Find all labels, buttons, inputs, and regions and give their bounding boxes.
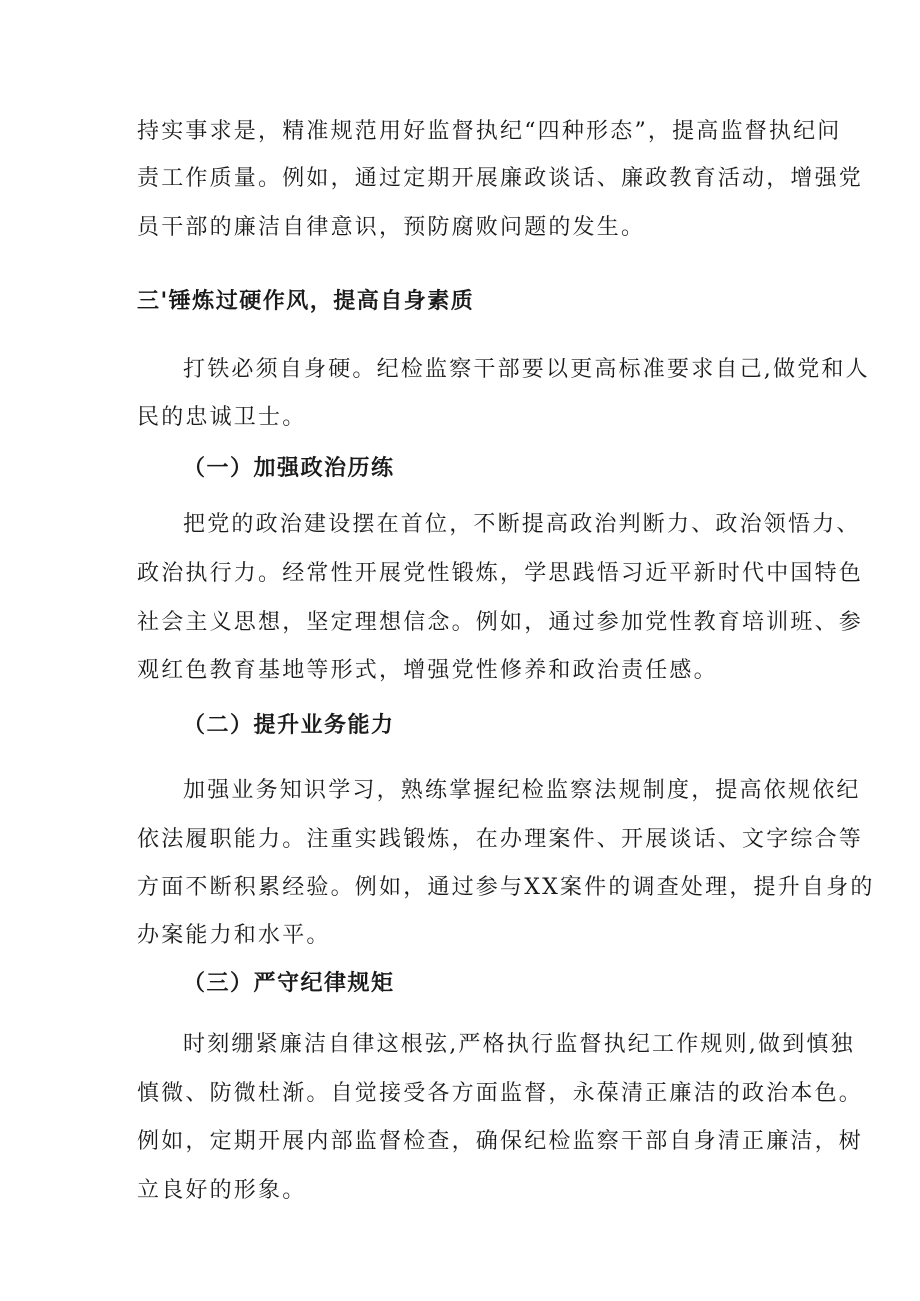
paragraph-line: 慎微、防微杜渐。自觉接受各方面监督，永葆清正廉洁的政治本色。 <box>137 1081 864 1106</box>
paragraph-line: 责工作质量。例如，通过定期开展廉政谈话、廉政教育活动，增强党 <box>137 166 864 191</box>
paragraph-line: 政治执行力。经常性开展党性锻炼，学思践悟习近平新时代中国特色 <box>137 561 864 586</box>
paragraph-line: 例如，定期开展内部监督检查，确保纪检监察干部自身清正廉洁，树 <box>137 1129 864 1154</box>
subsection-title: （一）加强政治历练 <box>183 455 395 481</box>
subsection-title: （三）严守纪律规矩 <box>183 970 395 996</box>
paragraph-line: 办案能力和水平。 <box>137 923 331 948</box>
paragraph-line: 加强业务知识学习，熟练掌握纪检监察法规制度，提高依规依纪 <box>183 778 861 803</box>
paragraph-line: 时刻绷紧廉洁自律这根弦,严格执行监督执纪工作规则,做到慎独 <box>183 1032 855 1057</box>
paragraph-line: 立良好的形象。 <box>137 1178 307 1203</box>
subsection-title: （二）提升业务能力 <box>183 712 395 738</box>
paragraph-line: 方面不断积累经验。例如，通过参与XX案件的调查处理，提升自身的 <box>137 875 875 900</box>
paragraph-line: 员干部的廉洁自律意识，预防腐败问题的发生。 <box>137 215 646 240</box>
paragraph-line: 打铁必须自身硬。纪检监察干部要以更高标准要求自己,做党和人 <box>183 357 870 382</box>
section-heading: 三'锤炼过硬作风，提高自身素质 <box>137 288 475 314</box>
paragraph-line: 民的忠诚卫士。 <box>137 405 307 430</box>
paragraph-line: 社会主义思想，坚定理想信念。例如，通过参加党性教育培训班、参 <box>137 610 864 635</box>
paragraph-line: 持实事求是，精准规范用好监督执纪“四种形态”，提高监督执纪问 <box>137 119 842 144</box>
paragraph-line: 依法履职能力。注重实践锻炼，在办理案件、开展谈话、文字综合等 <box>137 827 864 852</box>
paragraph-line: 把党的政治建设摆在首位，不断提高政治判断力、政治领悟力、 <box>183 512 861 537</box>
paragraph-line: 观红色教育基地等形式，增强党性修养和政治责任感。 <box>137 658 718 683</box>
